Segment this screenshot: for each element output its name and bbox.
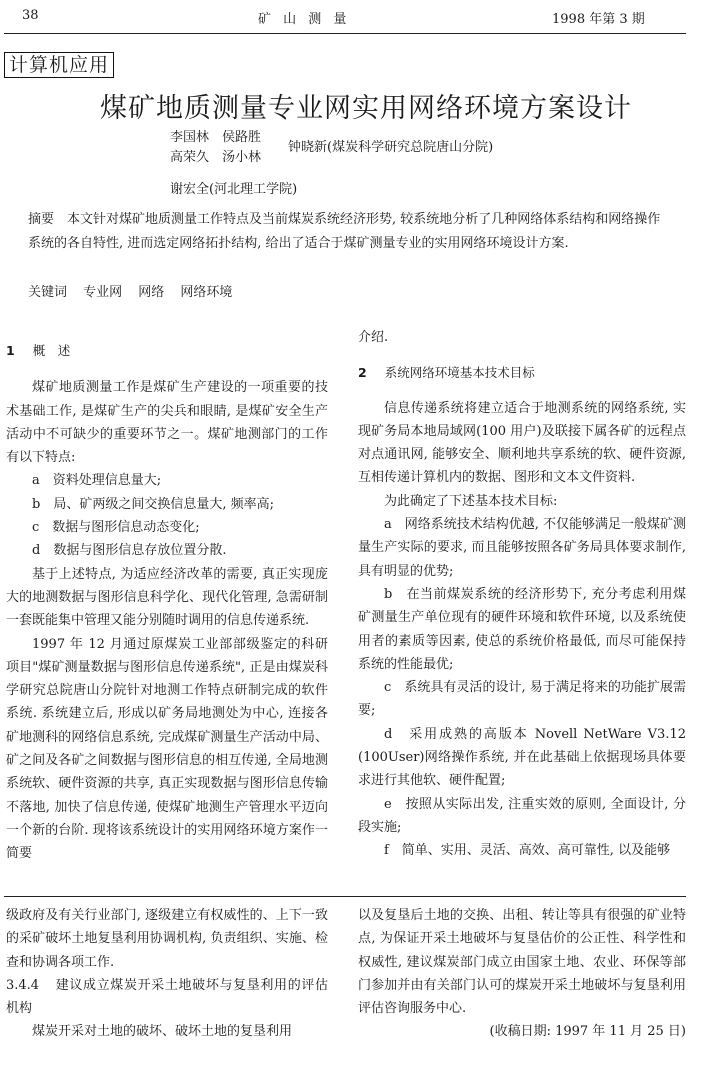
list-item: d 数据与图形信息存放位置分散. [32, 543, 227, 559]
author-names-line2: 高荣久 汤小林 [170, 150, 262, 165]
abstract [28, 208, 668, 256]
header-rule [4, 33, 686, 34]
issue-label: 1998 年第 3 期 [552, 12, 645, 27]
author-names-line1: 李国林 侯路胜 [170, 130, 262, 145]
paragraph: 煤矿地质测量工作是煤矿生产建设的一项重要的技术基础工作, 是煤矿生产的尖兵和眼睛, 是煤矿安全生产活动中不可缺少的重要环节之一。煤矿地测部门的工作有以下特点: [6, 380, 328, 466]
list-item: d 采用成熟的高版本 Novell NetWare V3.12 (100User)网络操作系统, 并在此基础上依据现场具体要求进行其他软、硬件配置; [358, 726, 686, 789]
list-item: c 系统具有灵活的设计, 易于满足将来的功能扩展需要; [358, 680, 686, 719]
paragraph-continuation: 介绍. [358, 330, 389, 345]
author-affiliation-1: 钟晓新(煤炭科学研究总院唐山分院) [288, 140, 494, 155]
list-item: a 网络系统技术结构优越, 不仅能够满足一般煤矿测量生产实际的要求, 而且能够按照各矿务局具体要求制作, 具有明显的优势; [358, 517, 687, 579]
list-item: b 局、矿两级之间交换信息量大, 频率高; [32, 496, 274, 512]
subsection-number: 3.4.4 [6, 977, 40, 993]
section-2-number: 2 [358, 365, 367, 381]
list-item: e 按照从实际出发, 注重实效的原则, 全面设计, 分段实施; [358, 796, 686, 835]
left-column [6, 339, 328, 866]
right-column [358, 326, 686, 863]
list-item: f 简单、实用、灵活、高效、高可靠性, 以及能够 [384, 843, 671, 859]
received-date: (收稿日期: 1997 年 11 月 25 日) [489, 1024, 686, 1040]
subsection-heading [6, 974, 328, 1021]
paragraph: 煤炭开采对土地的破坏、破坏土地的复垦利用 [32, 1024, 293, 1040]
footer-right-column [358, 904, 686, 1044]
section-2-title: 系统网络环境基本技术目标 [384, 365, 535, 381]
list-item: b 在当前煤炭系统的经济形势下, 充分考虑利用煤矿测量生产单位现有的硬件环境和软件环境, 以及系统使用者的素质等因素, 使总的系统价格最低, 而尽可能保持系统的性能最优; [358, 586, 686, 672]
section-1-title: 概 述 [32, 343, 71, 358]
author-affiliation-2: 谢宏全(河北理工学院) [170, 182, 298, 197]
article-title: 煤矿地质测量专业网实用网络环境方案设计 [100, 93, 632, 124]
list-item: c 数据与图形信息动态变化; [32, 520, 200, 536]
journal-name: 矿 山 测 量 [258, 12, 351, 27]
keywords: 关键词 专业网 网络 网络环境 [28, 285, 233, 300]
section-label: 计算机应用 [4, 52, 114, 78]
section-1-heading [6, 339, 328, 362]
section-2-heading [358, 361, 686, 384]
paragraph: 基于上述特点, 为适应经济改革的需要, 真正实现庞大的地测数据与图形信息科学化、现代化管理, 急需研制一套既能集中管理又能分别随时调用的信息传递系统. [6, 566, 328, 629]
paragraph: 以及复垦后土地的交换、出租、转让等具有很强的矿业特点, 为保证开采土地破坏与复垦估价的公正性、科学性和权威性, 建议煤炭部门成立由国家土地、农业、环保等部门参加并由有关部门认可的煤炭开采土地破坏与复垦利用评估咨询服务中心. [358, 908, 686, 1017]
footer-left-column [6, 904, 328, 1044]
footer-rule [4, 896, 686, 897]
section-1-number: 1 [6, 343, 15, 358]
subsection-title: 建议成立煤炭开采土地破坏与复垦利用的评估机构 [6, 977, 328, 1017]
paragraph: 1997 年 12 月通过原煤炭工业部部级鉴定的科研项目"煤矿测量数据与图形信息传递系统", 正是由煤炭科学研究总院唐山分院针对地测工作特点研制完成的软件系统. 系统建立后, 形成以矿务局地测处为中心, 连接各矿地测科的网络信息系统, 完成煤矿测量生产活动中局、矿之间及各矿之间数据与图形信息的相互传递, 全局地测系统软、硬件资源的共享, 真正实现数据与图形信息传输不落地, 加快了信息传递, 使煤矿地测生产管理水平迈向一个新的台阶. 现将该系统设计的实用网络环境方案作一简要 [6, 636, 328, 862]
paragraph: 信息传递系统将建立适合于地测系统的网络系统, 实现矿务局本地局域网(100 用户)及联接下属各矿的远程点对点通讯网, 能够安全、顺利地共享系统的软、硬件资源, 互相传递计算机内的数据、图形和文本文件资料. [358, 400, 686, 486]
page-number: 38 [22, 8, 39, 23]
list-item: a 资料处理信息量大; [32, 473, 162, 489]
paragraph: 级政府及有关行业部门, 逐级建立有权威性的、上下一致的采矿破坏土地复垦利用协调机构, 负责组织、实施、检查和协调各项工作. [6, 908, 328, 970]
abstract-text: 摘要 本文针对煤矿地质测量工作特点及当前煤炭系统经济形势, 较系统地分析了几种网络体系结构和网络操作系统的各自特性, 进而选定网络拓扑结构, 给出了适合于煤矿测量专业的实用网络环境设计方案. [28, 212, 661, 251]
paragraph: 为此确定了下述基本技术目标: [384, 493, 558, 509]
